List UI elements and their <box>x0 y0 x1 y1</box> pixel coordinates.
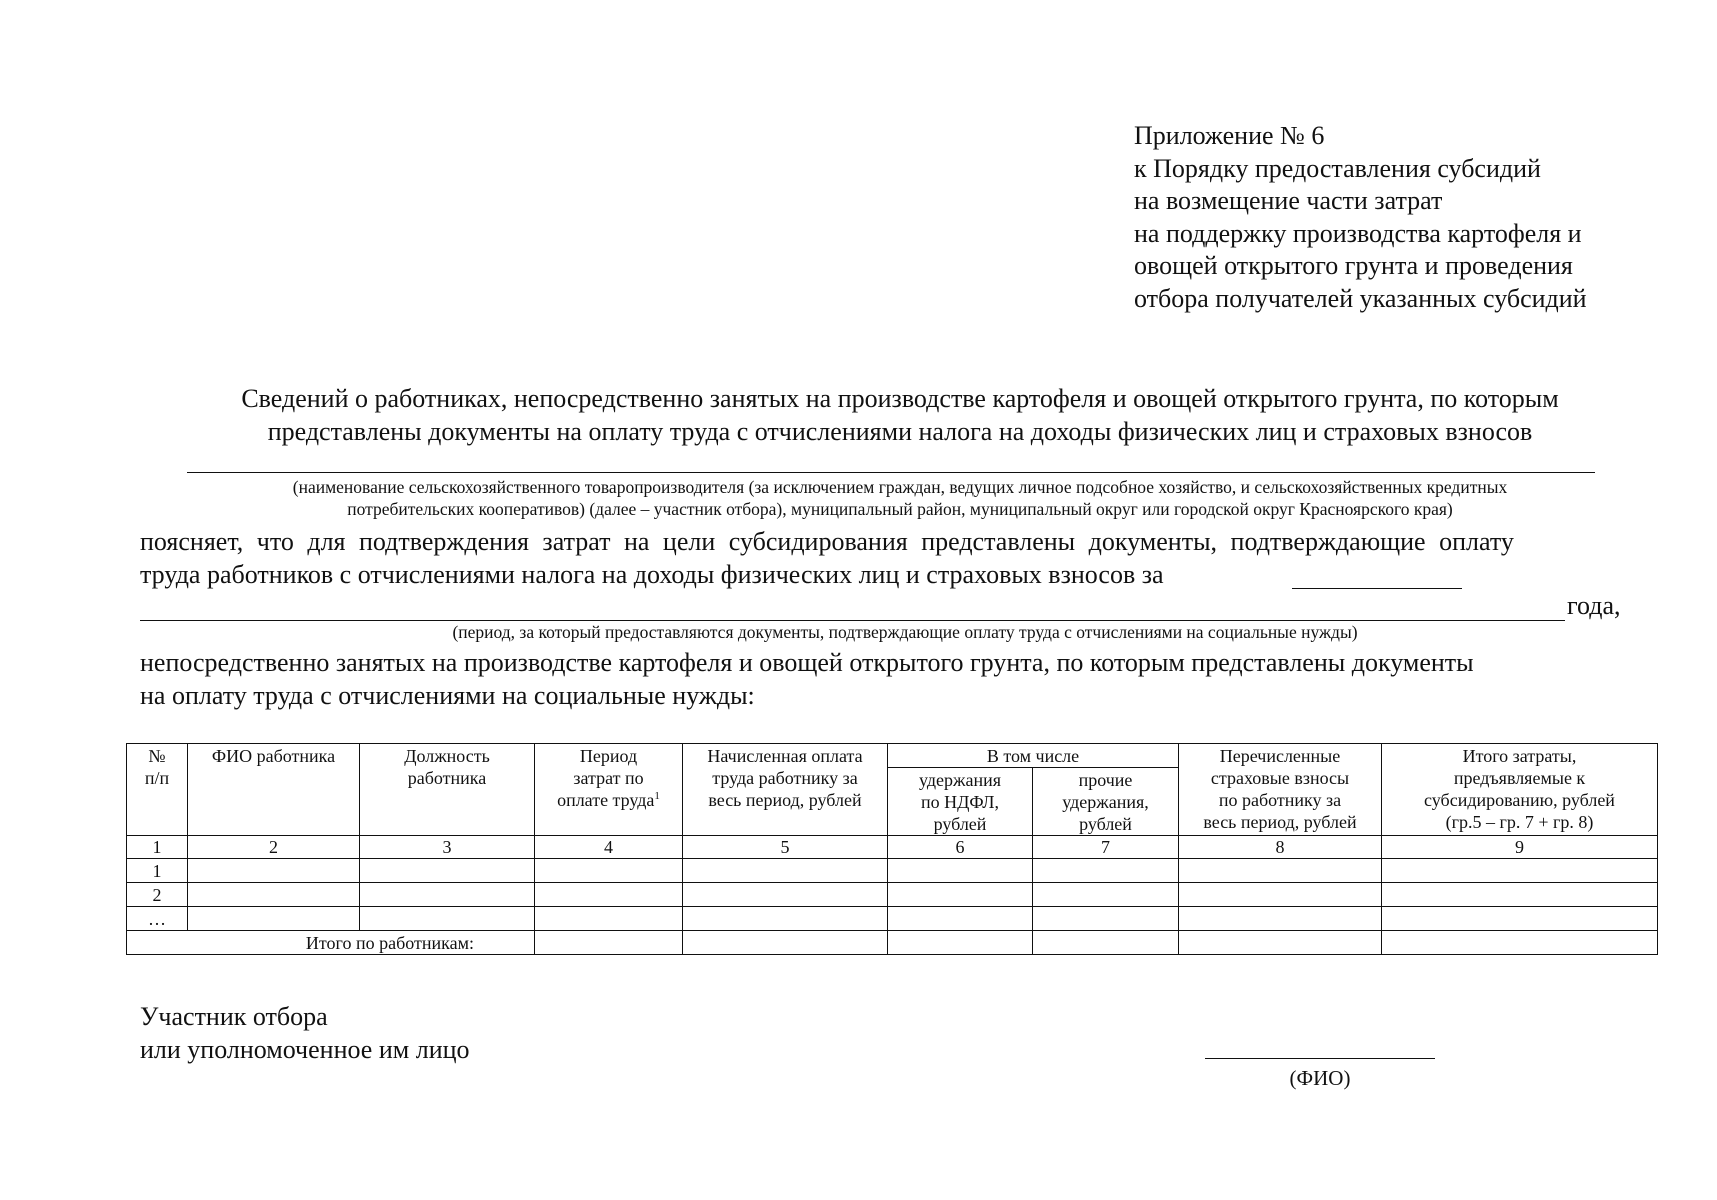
signature-block <box>140 1000 470 1066</box>
table-cell[interactable] <box>360 883 535 907</box>
header-period: Период затрат по оплате труда$^1$ <box>535 744 683 836</box>
column-number: 5 <box>683 836 888 859</box>
appendix-line: отбора получателей указанных субсидий <box>1134 283 1587 313</box>
period-caption: (период, за который предоставляются документы, подтверждающие оплату труда с отчислениями на социальные нужды) <box>452 622 1358 642</box>
header-accrued: Начисленная оплата труда работнику за весь период, рублей <box>683 744 888 836</box>
table-cell[interactable] <box>1179 907 1382 931</box>
table-cell[interactable] <box>683 907 888 931</box>
table-cell[interactable] <box>888 883 1033 907</box>
table-cell[interactable] <box>188 859 360 883</box>
table-cell[interactable] <box>1033 859 1179 883</box>
total-cell[interactable] <box>1033 931 1179 955</box>
header-position: Должность работника <box>360 744 535 836</box>
signature-field[interactable] <box>1205 1058 1435 1059</box>
signature-line: Участник отбора <box>140 1002 328 1031</box>
employees-table <box>126 743 1658 955</box>
total-cell[interactable] <box>1382 931 1658 955</box>
table-cell[interactable] <box>535 907 683 931</box>
header-fio: ФИО работника <box>188 744 360 836</box>
table-row <box>127 883 1658 907</box>
column-number: 7 <box>1033 836 1179 859</box>
header-insurance: Перечисленные страховые взносы по работнику за весь период, рублей <box>1179 744 1382 836</box>
column-number: 6 <box>888 836 1033 859</box>
total-row <box>127 931 1658 955</box>
body-text-line: на оплату труда с отчислениями на социальные нужды: <box>140 681 755 710</box>
appendix-line: Приложение № 6 <box>1134 121 1325 150</box>
total-cell[interactable] <box>1179 931 1382 955</box>
period-field[interactable] <box>140 620 1565 621</box>
column-number: 3 <box>360 836 535 859</box>
column-number: 2 <box>188 836 360 859</box>
table-row <box>127 907 1658 931</box>
appendix-line: на поддержку производства картофеля и <box>1134 218 1582 248</box>
table-cell[interactable] <box>1179 883 1382 907</box>
table-cell[interactable] <box>683 859 888 883</box>
body-text-line: труда работников с отчислениями налога на доходы физических лиц и страховых взносов за <box>140 560 1164 589</box>
table-cell[interactable] <box>360 907 535 931</box>
body-text-line: поясняет, что для подтверждения затрат на цели субсидирования представлены документы, подтверждающие оплату <box>140 527 1514 556</box>
column-number: 4 <box>535 836 683 859</box>
table-cell[interactable] <box>1179 859 1382 883</box>
total-cell[interactable] <box>683 931 888 955</box>
title-line: Сведений о работниках, непосредственно занятых на производстве картофеля и овощей открытого грунта, по которым <box>241 384 1559 413</box>
header-ndfl: удержания по НДФЛ, рублей <box>888 768 1033 836</box>
appendix-line: на возмещение части затрат <box>1134 186 1443 215</box>
table-cell[interactable] <box>535 883 683 907</box>
table-cell[interactable] <box>188 907 360 931</box>
applicant-caption-line: (наименование сельскохозяйственного товаропроизводителя (за исключением граждан, ведущих личное подсобное хозяйство, и сельскохозяйственных кредитных <box>292 477 1508 497</box>
row-number: 1 <box>127 859 188 883</box>
table-cell[interactable] <box>1382 907 1658 931</box>
period-start-field[interactable] <box>1292 588 1462 589</box>
title-line: представлены документы на оплату труда с отчислениями налога на доходы физических лиц и страховых взносов <box>267 417 1533 446</box>
document-title <box>120 382 1680 448</box>
appendix-line: овощей открытого грунта и проведения <box>1134 251 1573 280</box>
table-cell[interactable] <box>888 907 1033 931</box>
total-label: Итого по работникам: <box>127 931 535 955</box>
column-numbers-row <box>127 836 1658 859</box>
column-number: 9 <box>1382 836 1658 859</box>
body-text-line: непосредственно занятых на производстве картофеля и овощей открытого грунта, по которым представлены документы <box>140 648 1474 677</box>
row-number: 2 <box>127 883 188 907</box>
signature-line: или уполномоченное им лицо <box>140 1035 470 1064</box>
column-number: 8 <box>1179 836 1382 859</box>
header-number: № п/п <box>127 744 188 836</box>
header-other: прочие удержания, рублей <box>1033 768 1179 836</box>
applicant-caption-line: потребительских кооперативов) (далее – участник отбора), муниципальный район, муниципальный округ или городской округ Красноярского края) <box>347 498 1453 519</box>
table-cell[interactable] <box>1382 883 1658 907</box>
fio-caption: (ФИО) <box>1289 1066 1351 1090</box>
appendix-line: к Порядку предоставления субсидий <box>1134 153 1541 183</box>
table-cell[interactable] <box>1033 907 1179 931</box>
total-cell[interactable] <box>535 931 683 955</box>
column-number: 1 <box>127 836 188 859</box>
table-cell[interactable] <box>360 859 535 883</box>
table-cell[interactable] <box>683 883 888 907</box>
table-cell[interactable] <box>188 883 360 907</box>
table-cell[interactable] <box>1033 883 1179 907</box>
header-total: Итого затраты, предъявляемые к субсидированию, рублей (гр.5 – гр. 7 + гр. 8) <box>1382 744 1658 836</box>
appendix-header <box>1134 120 1587 315</box>
table-row <box>127 859 1658 883</box>
applicant-caption <box>120 477 1680 520</box>
total-cell[interactable] <box>888 931 1033 955</box>
year-word: года, <box>1567 591 1621 620</box>
table-cell[interactable] <box>535 859 683 883</box>
applicant-name-field[interactable] <box>187 472 1595 473</box>
table-cell[interactable] <box>888 859 1033 883</box>
row-number: … <box>127 907 188 931</box>
table-cell[interactable] <box>1382 859 1658 883</box>
header-including: В том числе <box>888 744 1179 768</box>
footnote-mark: 1 <box>654 790 660 802</box>
